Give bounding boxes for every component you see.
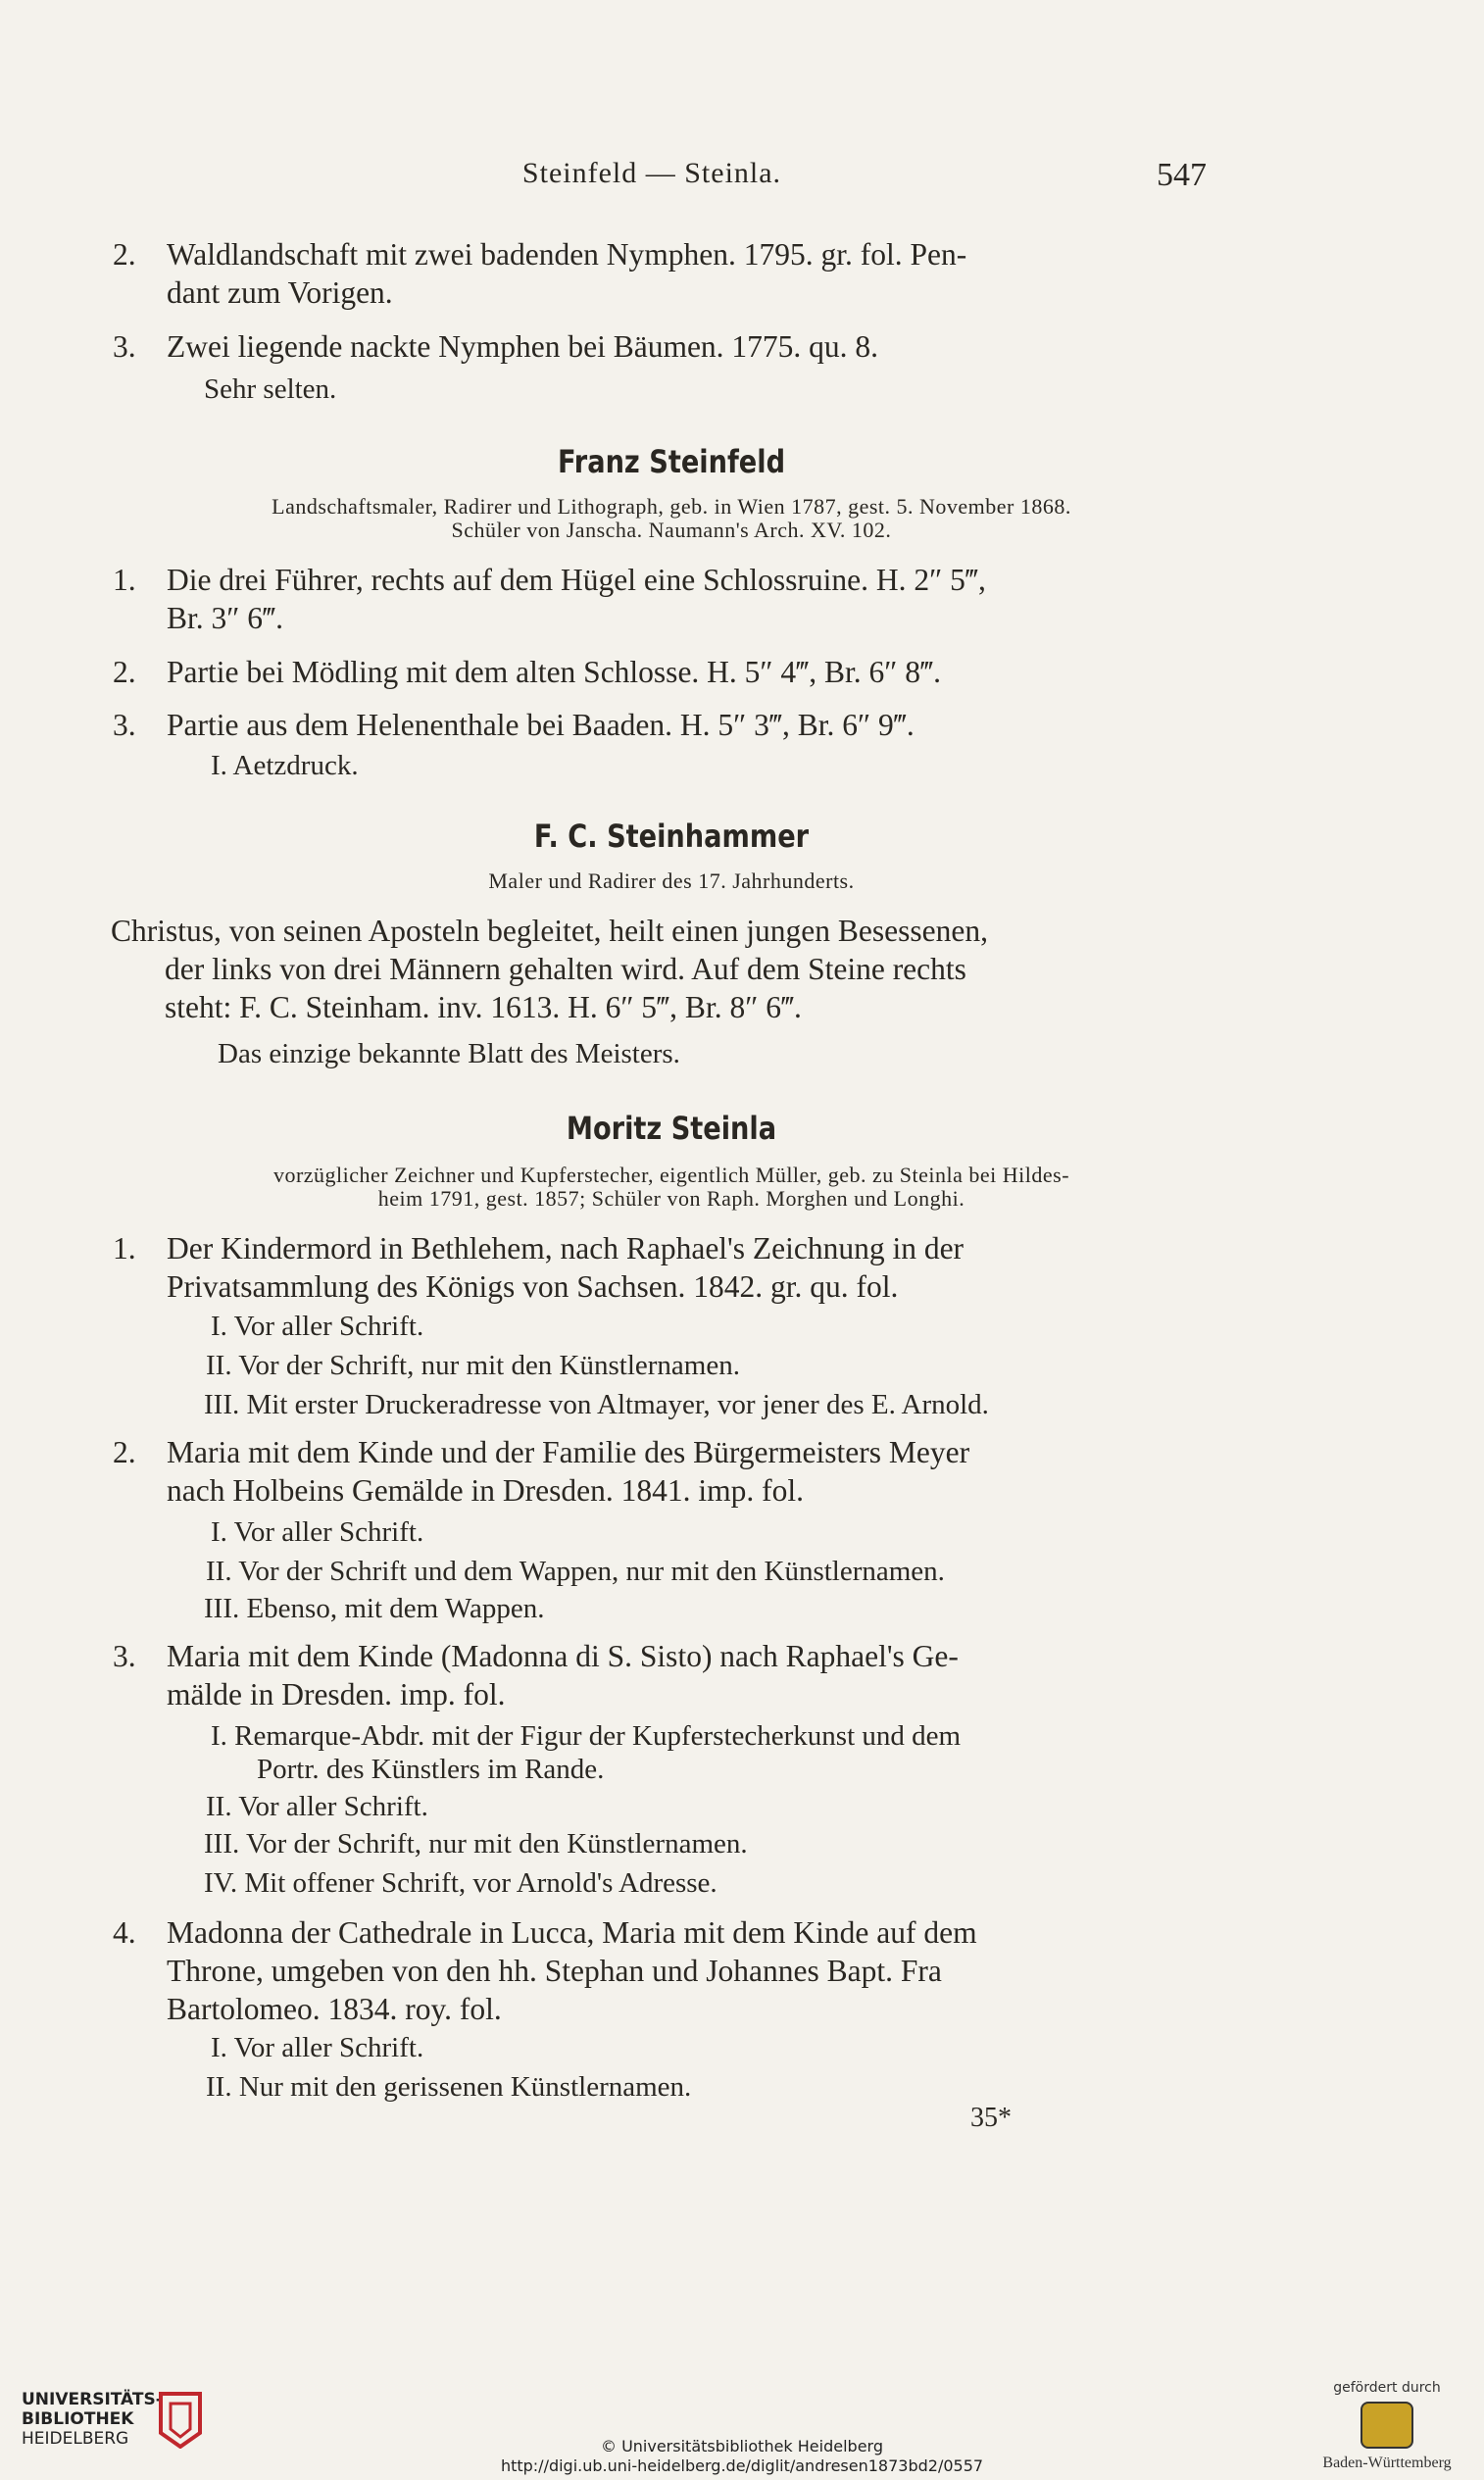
bio-line: Schüler von Janscha. Naumann's Arch. XV. 102. [451,518,892,542]
state-line: I. Remarque-Abdr. mit der Figur der Kupferstecherkunst und dem [211,1720,962,1752]
entry-text: Bartolomeo. 1834. roy. fol. [167,1992,502,2026]
entry-number: 3. [113,708,136,742]
entry-text: Maria mit dem Kinde und der Familie des Bürgermeisters Meyer [167,1435,970,1469]
library-name-line: HEIDELBERG [22,2429,129,2449]
paragraph-note: Das einzige bekannte Blatt des Meisters. [218,1038,680,1069]
entry-text: Die drei Führer, rechts auf dem Hügel eine Schlossruine. H. 2″ 5‴, [167,563,986,597]
state-line: III. Ebenso, mit dem Wappen. [204,1593,545,1624]
running-title: Steinfeld — Steinla. [521,157,782,189]
entry-text: Partie bei Mödling mit dem alten Schlosse. H. 5″ 4‴, Br. 6″ 8‴. [167,655,942,689]
state-line: I. Vor aller Schrift. [211,1311,424,1342]
state-line: IV. Mit offener Schrift, vor Arnold's Adresse. [204,1867,717,1899]
entry-item [113,1913,1215,2028]
bio-line: Landschaftsmaler, Radirer und Lithograph, geb. in Wien 1787, gest. 5. November 1868. [272,494,1071,519]
entry-text: Der Kindermord in Bethlehem, nach Raphael's Zeichnung in der [167,1231,965,1265]
state-line: II. Vor der Schrift, nur mit den Künstlernamen. [206,1350,740,1381]
entry-number: 2. [113,1435,136,1469]
state-line: II. Vor aller Schrift. [206,1791,428,1822]
state-line: I. Vor aller Schrift. [211,1516,424,1548]
library-name-line: BIBLIOTHEK [22,2409,134,2429]
section-heading: Moritz Steinla [566,1110,777,1147]
entry-number: 2. [113,655,136,689]
state-line: I. Vor aller Schrift. [211,2032,424,2063]
entry-item [113,706,1215,744]
bio-line: heim 1791, gest. 1857; Schüler von Raph. Morghen und Longhi. [377,1186,965,1211]
entry-text: dant zum Vorigen. [167,275,393,310]
entry-number: 4. [113,1915,136,1950]
entry-item [113,653,1215,691]
library-name-line: UNIVERSITÄTS- [22,2390,163,2409]
state-line: Portr. des Künstlers im Rande. [257,1754,605,1785]
entry-text: Privatsammlung des Königs von Sachsen. 1842. gr. qu. fol. [167,1269,899,1304]
entry-text: Zwei liegende nackte Nymphen bei Bäumen. 1775. qu. 8. [167,329,879,364]
copyright-text: © Universitätsbibliothek Heidelberg [600,2437,883,2455]
permalink[interactable]: http://digi.ub.uni-heidelberg.de/diglit/andresen1873bd2/0557 [500,2456,984,2475]
page-number: 547 [1157,157,1207,193]
entry-number: 3. [113,329,136,364]
entry-item [113,1433,1215,1510]
entry-note: I. Aetzdruck. [211,750,359,781]
paragraph-line: Christus, von seinen Aposteln begleitet, heilt einen jungen Besessenen, [111,914,988,948]
section-heading: Franz Steinfeld [557,443,786,480]
signature-mark: 35* [970,2103,1012,2133]
bio-line: Maler und Radirer des 17. Jahrhunderts. [488,868,855,893]
entry-item [113,561,1215,637]
state-line: II. Nur mit den gerissenen Künstlernamen. [206,2071,692,2103]
entry-text: Throne, umgeben von den hh. Stephan und Johannes Bapt. Fra [167,1954,942,1988]
entry-text: Madonna der Cathedrale in Lucca, Maria mit dem Kinde auf dem [167,1915,977,1950]
section-heading: F. C. Steinhammer [533,818,810,855]
entry-text: Partie aus dem Helenenthale bei Baaden. H. 5″ 3‴, Br. 6″ 9‴. [167,708,915,742]
paragraph-line: der links von drei Männern gehalten wird. Auf dem Steine rechts [165,952,966,986]
entry-item [113,235,1215,312]
footer-credits [0,2437,1484,2476]
entry-number: 3. [113,1639,136,1673]
state-line: III. Vor der Schrift, nur mit den Künstlernamen. [204,1828,748,1860]
entry-number: 1. [113,1231,136,1265]
entry-text: Br. 3″ 6‴. [167,601,284,635]
state-line: III. Mit erster Druckeradresse von Altmayer, vor jener des E. Arnold. [204,1389,989,1420]
paragraph-line: steht: F. C. Steinham. inv. 1613. H. 6″ 5‴, Br. 8″ 6‴. [165,990,802,1024]
entry-number: 1. [113,563,136,597]
funded-by-label: gefördert durch [1333,2380,1441,2396]
entry-text: mälde in Dresden. imp. fol. [167,1677,506,1711]
entry-number: 2. [113,237,136,272]
entry-text: Maria mit dem Kinde (Madonna di S. Sisto) nach Raphael's Ge- [167,1639,959,1673]
entry-text: nach Holbeins Gemälde in Dresden. 1841. imp. fol. [167,1473,804,1508]
entry-item [113,1637,1215,1713]
entry-item [113,327,1215,366]
entry-text: Waldlandschaft mit zwei badenden Nymphen. 1795. gr. fol. Pen- [167,237,967,272]
bio-line: vorzüglicher Zeichner und Kupferstecher, eigentlich Müller, geb. zu Steinla bei Hildes- [272,1163,1070,1187]
paragraph [111,912,1213,1026]
entry-item [113,1229,1215,1306]
entry-note: Sehr selten. [204,373,337,405]
state-line: II. Vor der Schrift und dem Wappen, nur mit den Künstlernamen. [206,1556,945,1587]
state-name: Baden-Württemberg [1322,2455,1452,2471]
